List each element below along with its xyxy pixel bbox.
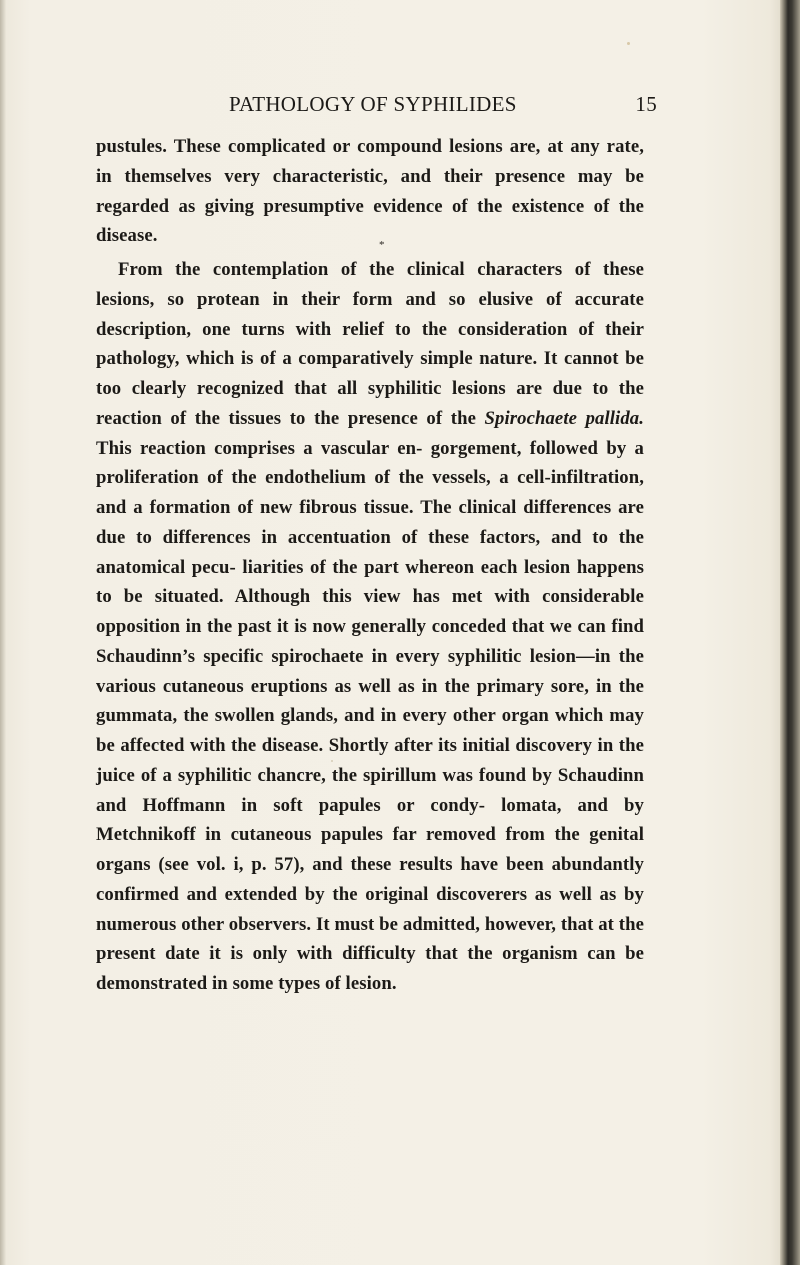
running-head [229,92,659,122]
body-text [96,132,644,999]
paragraph-1: pustules. These complicated or compound lesions are, at any rate, in themselves very characteristic, and their presence may be regarded as giving presumptive evidence of the existence of the disease. [96,136,644,247]
paper-speck [627,42,630,45]
paragraph-2-text-end: This reaction comprises a vascular en- gorgement, followed by a proliferation of the endothelium of the vessels, a cell-infiltration, and a formation of new fibrous tissue. The clinical differences are due to differences in accentuation of these factors, and to the anatomical pecu- liarities of the part whereon each lesion happens to be situated. Although this view has met with considerable opposition in the past it is now generally conceded that we can find Schaudinn’s specific spirochaete in every syphilitic lesion—in the various cutaneous eruptions as well as in the primary sore, in the gummata, the swollen glands, and in every other organ which may be affected with the disease. Shortly after its initial discovery in the juice of a syphilitic chancre, the spirillum was found by Schaudinn and Hoffmann in soft papules or condy- lomata, and by Metchnikoff in cutaneous papules far removed from the genital organs (see vol. i, p. 57), and these results have been abundantly confirmed and extended by the original discoverers as well as by numerous other observers. It must be admitted, however, that at the present date it is only with difficulty that the organism can be demonstrated in some types of lesion. [96,437,644,994]
paragraph-2 [96,255,644,999]
species-name-italic: Spirochaete pallida. [484,407,644,429]
paragraph-2-text-start: From the contemplation of the clinical characters of these lesions, so protean in their form and so elusive of accurate description, one turns with relief to the consideration of their pathology, which is of a comparatively simple nature. It cannot be too clearly recognized that all syphilitic lesions are due to the reaction of the tissues to the presence of the [96,259,644,429]
page-left-shadow [0,0,6,1265]
book-binding-edge [780,0,800,1265]
running-head-title: PATHOLOGY OF SYPHILIDES [229,92,517,116]
stray-mark: * [379,239,385,251]
page-number: 15 [635,92,657,116]
